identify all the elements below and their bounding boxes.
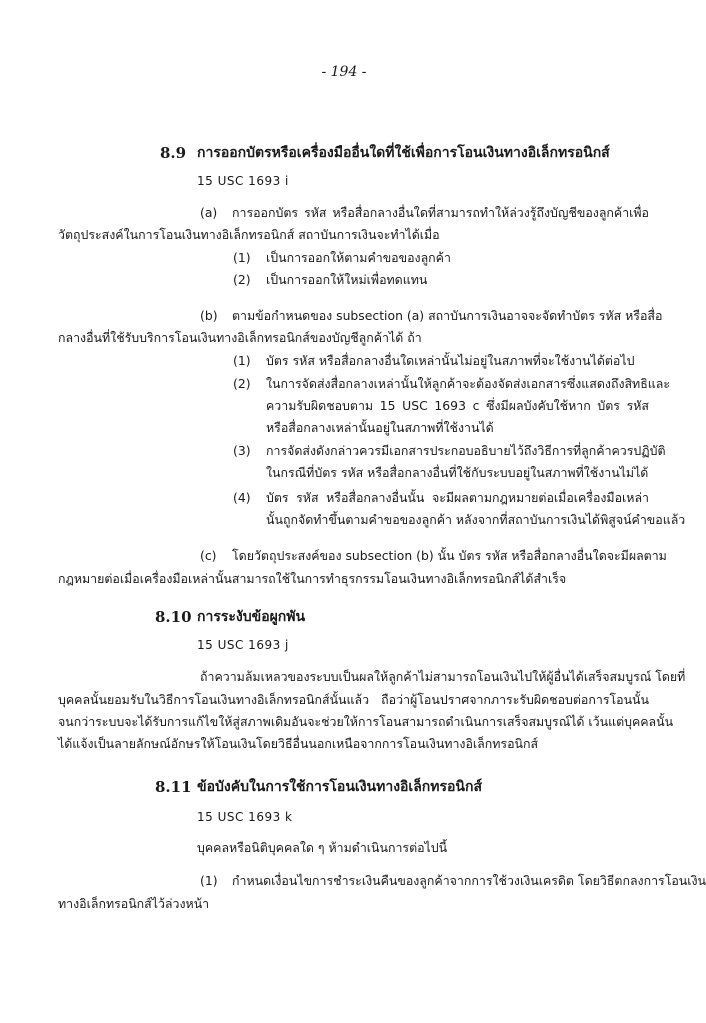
section-8-11-intro: บุคคลหรือนิติบุคคลใด ๆ ห้ามดำเนินการต่อไปนี้ xyxy=(197,840,448,855)
para-b-label: (b) xyxy=(200,308,218,323)
para-a1-text: เป็นการออกให้ตามคำขอของลูกค้า xyxy=(266,250,451,265)
para-b2-line-2: ความรับผิดชอบตาม 15 USC 1693 c ซึ่งมีผลบังคับใช้หาก บัตร รหัส xyxy=(266,398,649,413)
para-a-line-2: วัตถุประสงค์ในการโอนเงินทางอิเล็กทรอนิกส์ สถาบันการเงินจะทำได้เมื่อ xyxy=(58,227,440,242)
para-b3-line-1: การจัดส่งดังกล่าวควรมีเอกสารประกอบอธิบายไว้ถึงวิธีการที่ลูกค้าควรปฏิบัติ xyxy=(266,443,666,458)
para-b2-line-3: หรือสื่อกลางเหล่านั้นอยู่ในสภาพที่ใช้งานได้ xyxy=(266,420,494,435)
section-8-11-number: 8.11 xyxy=(155,778,192,796)
section-8-10-line-1: ถ้าความล้มเหลวของระบบเป็นผลให้ลูกค้าไม่สามารถโอนเงินไปให้ผู้อื่นได้เสร็จสมบูรณ์ โดยที่ xyxy=(200,669,686,684)
para-c-label: (c) xyxy=(200,548,217,563)
para-b3-line-2: ในกรณีที่บัตร รหัส หรือสื่อกลางอื่นที่ใช้กับระบบอยู่ในสภาพที่ใช้งานไม่ได้ xyxy=(266,465,649,480)
para-b-line-2: กลางอื่นที่ใช้รับบริการโอนเงินทางอิเล็กทรอนิกส์ของบัญชีลูกค้าได้ ถ้า xyxy=(58,330,422,345)
para-b4-label: (4) xyxy=(233,490,251,505)
para-b2-label: (2) xyxy=(233,376,251,391)
para-c-line-2: กฎหมายต่อเมื่อเครื่องมือเหล่านั้นสามารถใช้ในการทำธุรกรรมโอนเงินทางอิเล็กทรอนิกส์ได้สำเร็จ xyxy=(58,571,567,586)
section-8-10-title: การระงับข้อผูกพัน xyxy=(197,609,306,625)
para-c-line-1: โดยวัตถุประสงค์ของ subsection (b) นั้น บัตร รหัส หรือสื่อกลางอื่นใดจะมีผลตาม xyxy=(232,548,667,563)
para-b4-line-2: นั้นถูกจัดทำขึ้นตามคำขอของลูกค้า หลังจากที่สถาบันการเงินได้พิสูจน์คำขอแล้ว xyxy=(266,512,686,527)
para-b1-text: บัตร รหัส หรือสื่อกลางอื่นใดเหล่านั้นไม่อยู่ในสภาพที่จะใช้งานได้ต่อไป xyxy=(266,353,635,368)
para-a-label: (a) xyxy=(200,205,218,220)
para-a2-text: เป็นการออกให้ใหม่เพื่อทดแทน xyxy=(266,272,428,287)
para-a2-label: (2) xyxy=(233,272,251,287)
para-a1-label: (1) xyxy=(233,250,251,265)
para-b4-line-1: บัตร รหัส หรือสื่อกลางอื่นนั้น จะมีผลตามกฎหมายต่อเมื่อเครื่องมือเหล่า xyxy=(266,490,649,505)
section-8-11-item-1-label: (1) xyxy=(200,873,218,888)
section-8-9-title: การออกบัตรหรือเครื่องมืออื่นใดที่ใช้เพื่อการโอนเงินทางอิเล็กทรอนิกส์ xyxy=(197,145,610,161)
para-a-line-1: การออกบัตร รหัส หรือสื่อกลางอื่นใดที่สามารถทำให้ล่วงรู้ถึงบัญชีของลูกค้าเพื่อ xyxy=(232,205,649,220)
para-b-line-1: ตามข้อกำหนดของ subsection (a) สถาบันการเงินอาจจะจัดทำบัตร รหัส หรือสื่อ xyxy=(232,308,663,323)
section-8-11-item-1-line-1: กำหนดเงื่อนไขการชำระเงินคืนของลูกค้าจากการใช้วงเงินเครดิต โดยวิธีตกลงการโอนเงิน xyxy=(232,873,706,888)
section-8-10-line-4: ได้แจ้งเป็นลายลักษณ์อักษรให้โอนเงินโดยวิธีอื่นนอกเหนือจากการโอนเงินทางอิเล็กทรอนิกส์ xyxy=(58,736,539,751)
section-8-10-line-2: บุคคลนั้นยอมรับในวิธีการโอนเงินทางอิเล็กทรอนิกส์นั้นแล้ว ถือว่าผู้โอนปราศจากภาระรับผิดชอบต่อการโอนนั้น xyxy=(58,692,649,707)
para-b1-label: (1) xyxy=(233,353,251,368)
page-number: - 194 - xyxy=(321,64,367,80)
section-8-9-citation: 15 USC 1693 i xyxy=(197,174,289,188)
para-b2-line-1: ในการจัดส่งสื่อกลางเหล่านั้นให้ลูกค้าจะต้องจัดส่งเอกสารซึ่งแสดงถึงสิทธิและ xyxy=(266,376,671,391)
section-8-11-citation: 15 USC 1693 k xyxy=(197,810,293,824)
section-8-10-line-3: จนกว่าระบบจะได้รับการแก้ไขให้สู่สภาพเดิมอันจะช่วยให้การโอนสามารถดำเนินการเสร็จสมบูรณ์ได้ เว้นแต่บุคคลนั้น xyxy=(58,714,674,729)
section-8-10-number: 8.10 xyxy=(155,608,192,626)
section-8-11-item-1-line-2: ทางอิเล็กทรอนิกส์ไว้ล่วงหน้า xyxy=(58,896,210,911)
section-8-9-number: 8.9 xyxy=(160,144,187,162)
para-b3-label: (3) xyxy=(233,443,251,458)
section-8-10-citation: 15 USC 1693 j xyxy=(197,638,289,652)
section-8-11-title: ข้อบังคับในการใช้การโอนเงินทางอิเล็กทรอนิกส์ xyxy=(197,779,483,795)
